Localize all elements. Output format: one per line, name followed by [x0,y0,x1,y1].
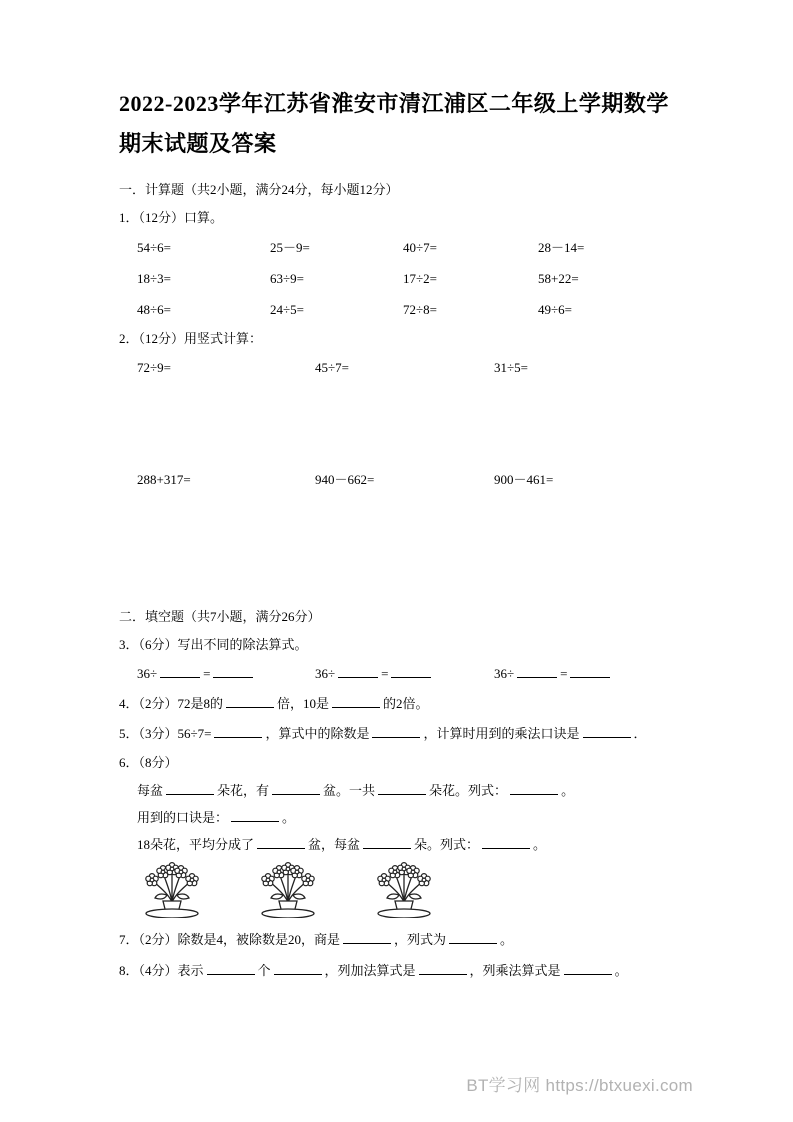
question-4-text: 4．（2分）72是8的 [119,696,224,711]
question-8-text: ，列加法算式是 [324,963,416,978]
question-5-text: 5．（3分）56÷7= [119,726,212,741]
answer-blank [391,665,431,678]
question-6-line-2 [119,804,675,831]
vertical-calc-item: 31÷5= [494,360,528,375]
oral-item: 18÷3= [137,271,171,286]
oral-item: 49÷6= [538,302,572,317]
equals-sign: = [560,666,568,681]
question-3-expressions [119,659,675,689]
question-4-text: 倍，10是 [277,696,330,711]
oral-item: 24÷5= [270,302,304,317]
answer-blank [160,665,200,678]
answer-blank [214,725,262,738]
flower-pot-image [369,860,439,918]
question-5-text: ，计算时用到的乘法口诀是 [423,726,580,741]
answer-blank [378,782,426,795]
oral-calculation-grid [119,232,675,325]
question-6-text: 朵。列式： [414,837,480,852]
oral-item: 63÷9= [270,271,304,286]
oral-item: 58+22= [538,271,579,286]
vertical-calc-row-2 [119,465,675,495]
question-4-text: 的2倍。 [383,696,429,711]
question-2-label: 2．（12分）用竖式计算： [119,331,263,346]
oral-item: 25－9= [270,240,310,255]
question-6-text: 18朵花，平均分成了 [137,837,255,852]
flower-pots-illustration [119,860,675,918]
question-6-line-3 [119,831,675,858]
oral-item: 72÷8= [403,302,437,317]
answer-blank [272,782,320,795]
answer-blank [510,782,558,795]
question-5-text: ，算式中的除数是 [265,726,370,741]
answer-blank [343,931,391,944]
answer-blank [583,725,631,738]
answer-blank [257,836,305,849]
question-5 [119,719,675,749]
answer-blank [274,962,322,975]
answer-blank [207,962,255,975]
question-7-text: 。 [500,932,514,947]
oral-item: 17÷2= [403,271,437,286]
flower-pot-image [253,860,323,918]
question-6-text: 。 [561,783,575,798]
answer-blank [449,931,497,944]
question-6-text: 朵花，有 [217,783,270,798]
question-6-text: 盆。一共 [323,783,376,798]
question-6-text: 。 [282,810,296,825]
oral-item: 40÷7= [403,240,437,255]
question-7 [119,924,675,955]
oral-item: 28－14= [538,240,585,255]
question-3-label: 3．（6分）写出不同的除法算式。 [119,637,308,652]
question-6-line-1 [119,777,675,804]
vertical-calc-item: 288+317= [137,472,191,487]
question-6-text: 用到的口诀是： [137,810,229,825]
answer-blank [213,665,253,678]
watermark-footer: BT学习网 https://btxuexi.com [466,1076,693,1095]
expression-text: 36÷ [494,666,515,681]
question-6-text: 每盆 [137,783,164,798]
vertical-calc-row-1 [119,353,675,383]
division-expression [494,659,675,689]
question-6-text: 。 [533,837,547,852]
question-5-text: ． [633,726,647,741]
answer-blank [226,695,274,708]
flower-pot-image [137,860,207,918]
section-2-heading: 二．填空题（共7小题，满分26分） [119,609,321,624]
vertical-calc-item: 940－662= [315,472,375,487]
equals-sign: = [381,666,389,681]
question-7-text: ，列式为 [394,932,447,947]
division-expression [137,659,315,689]
question-4 [119,689,675,719]
expression-text: 36÷ [137,666,158,681]
answer-blank [332,695,380,708]
answer-blank [363,836,411,849]
question-6-text: 朵花。列式： [429,783,508,798]
oral-item: 54÷6= [137,240,171,255]
oral-item: 48÷6= [137,302,171,317]
answer-blank [517,665,557,678]
vertical-calc-item: 45÷7= [315,360,349,375]
section-1-heading: 一．计算题（共2小题，满分24分，每小题12分） [119,182,399,197]
answer-blank [564,962,612,975]
question-6-text: 盆，每盆 [308,837,361,852]
question-8-text: 。 [614,963,628,978]
question-7-text: 7．（2分）除数是4，被除数是20，商是 [119,932,341,947]
question-8-text: ，列乘法算式是 [469,963,561,978]
question-8-text: 8．（4分）表示 [119,963,204,978]
division-expression [315,659,494,689]
answer-blank [372,725,420,738]
question-6-label: 6．（8分） [119,755,178,770]
answer-blank [419,962,467,975]
vertical-calc-item: 900－461= [494,472,554,487]
answer-blank [166,782,214,795]
answer-blank [482,836,530,849]
page-title: 2022-2023学年江苏省淮安市清江浦区二年级上学期数学期末试题及答案 [119,91,669,156]
question-8-text: 个 [257,963,271,978]
question-8 [119,955,675,986]
question-1-label: 1．（12分）口算。 [119,210,224,225]
answer-blank [338,665,378,678]
answer-blank [231,809,279,822]
expression-text: 36÷ [315,666,336,681]
answer-blank [570,665,610,678]
equals-sign: = [203,666,211,681]
vertical-calc-item: 72÷9= [137,360,171,375]
